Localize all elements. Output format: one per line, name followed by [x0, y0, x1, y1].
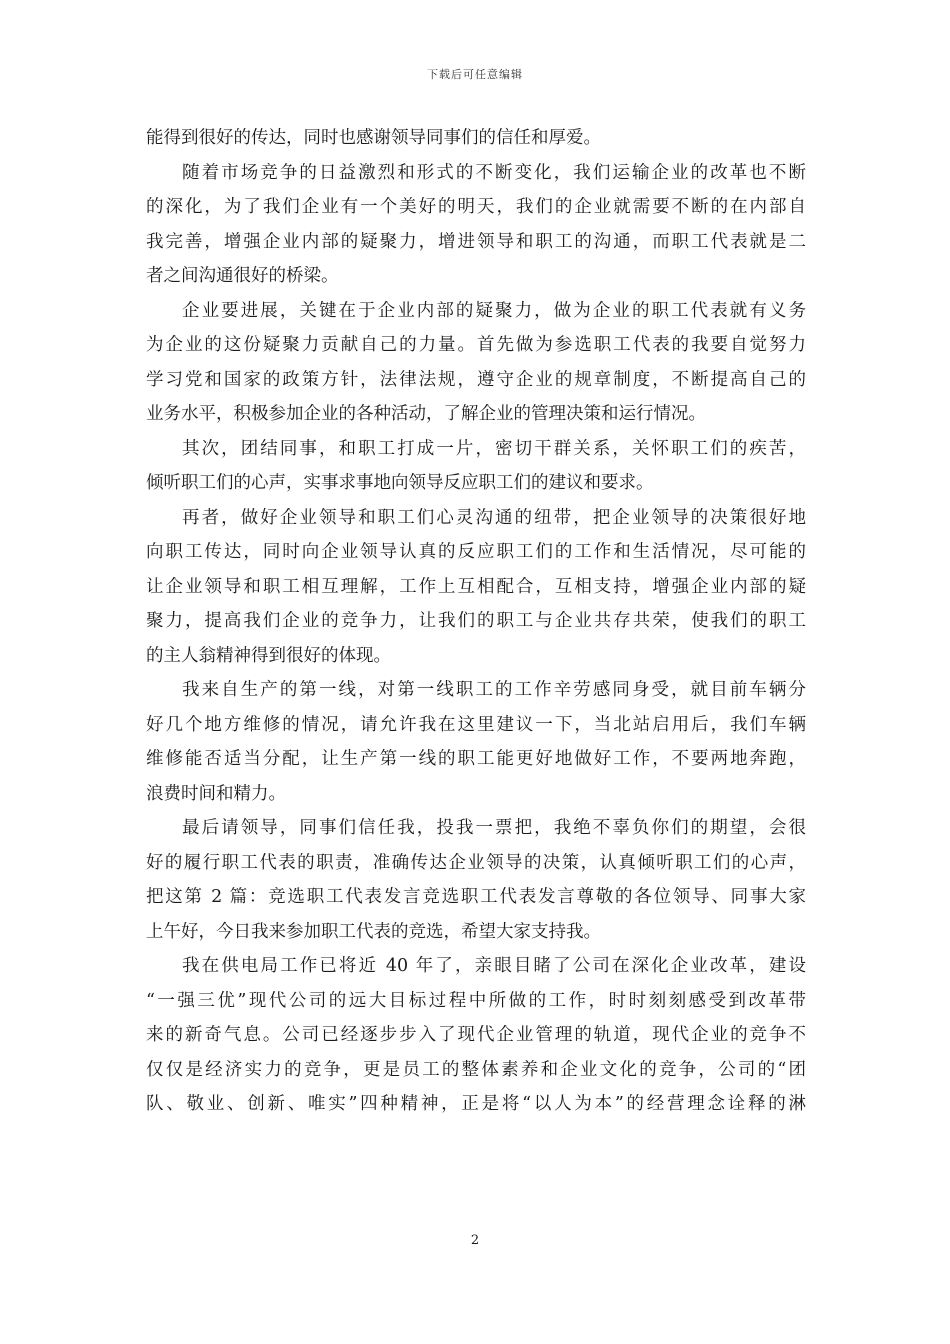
text-line: 来的新奇气息。公司已经逐步步入了现代企业管理的轨道，现代企业的竞争不 [146, 1025, 806, 1045]
text-line: 把这第 2 篇：竞选职工代表发言竞选职工代表发言尊敬的各位领导、同事大家 [146, 887, 806, 907]
text-line: 的深化，为了我们企业有一个美好的明天，我们的企业就需要不断的在内部自 [146, 197, 806, 217]
text-line: 最后请领导，同事们信任我，投我一票把，我绝不辜负你们的期望，会很 [182, 818, 806, 838]
text-line: 上午好，今日我来参加职工代表的竞选，希望大家支持我。 [146, 921, 601, 942]
text-line: 仅仅是经济实力的竞争，更是员工的整体素养和企业文化的竞争，公司的“团 [146, 1059, 806, 1080]
text-line: 我在供电局工作已将近 40 年了，亲眼目睹了公司在深化企业改革，建设 [182, 956, 806, 976]
text-line: 我完善，增强企业内部的疑聚力，增进领导和职工的沟通，而职工代表就是二 [146, 231, 806, 252]
page-header: 下载后可任意编辑 [427, 68, 523, 81]
text-line: 向职工传达，同时向企业领导认真的反应职工们的工作和生活情况，尽可能的 [146, 542, 806, 562]
text-line: 浪费时间和精力。 [146, 783, 286, 804]
page-number: 2 [470, 1233, 480, 1248]
text-line: 学习党和国家的政策方针，法律法规，遵守企业的规章制度，不断提高自己的 [146, 369, 806, 390]
text-line: 随着市场竞争的日益激烈和形式的不断变化，我们运输企业的改革也不断 [182, 162, 806, 183]
text-line: 为企业的这份疑聚力贡献自己的力量。首先做为参选职工代表的我要自觉努力 [146, 335, 806, 355]
text-line: 其次，团结同事，和职工打成一片，密切干群关系，关怀职工们的疾苦， [182, 438, 806, 459]
text-line: 能得到很好的传达，同时也感谢领导同事们的信任和厚爱。 [146, 128, 601, 148]
text-line: 好几个地方维修的情况，请允许我在这里建议一下，当北站启用后，我们车辆 [146, 714, 806, 735]
text-line: 聚力，提高我们企业的竞争力，让我们的职工与企业共存共荣，使我们的职工 [146, 611, 806, 631]
text-line: 我来自生产的第一线，对第一线职工的工作辛劳感同身受，就目前车辆分 [182, 680, 806, 700]
text-line: 队、敬业、创新、唯实”四种精神，正是将“以人为本”的经营理念诠释的淋 [146, 1094, 806, 1114]
document-body [146, 121, 806, 1122]
text-line: 企业要进展，关键在于企业内部的疑聚力，做为企业的职工代表就有义务 [182, 300, 806, 321]
text-line: 业务水平，积极参加企业的各种活动，了解企业的管理决策和运行情况。 [146, 404, 706, 424]
text-line: 让企业领导和职工相互理解，工作上互相配合，互相支持，增强企业内部的疑 [146, 576, 806, 597]
text-line: “一强三优”现代公司的远大目标过程中所做的工作，时时刻刻感受到改革带 [146, 990, 806, 1011]
text-line: 者之间沟通很好的桥梁。 [146, 266, 339, 286]
text-line: 维修能否适当分配，让生产第一线的职工能更好地做好工作，不要两地奔跑， [146, 749, 806, 769]
text-line: 好的履行职工代表的职责，准确传达企业领导的决策，认真倾听职工们的心声， [146, 852, 806, 873]
text-line: 再者，做好企业领导和职工们心灵沟通的纽带，把企业领导的决策很好地 [182, 507, 806, 528]
text-line: 倾听职工们的心声，实事求事地向领导反应职工们的建议和要求。 [146, 473, 654, 493]
text-line: 的主人翁精神得到很好的体现。 [146, 645, 391, 666]
